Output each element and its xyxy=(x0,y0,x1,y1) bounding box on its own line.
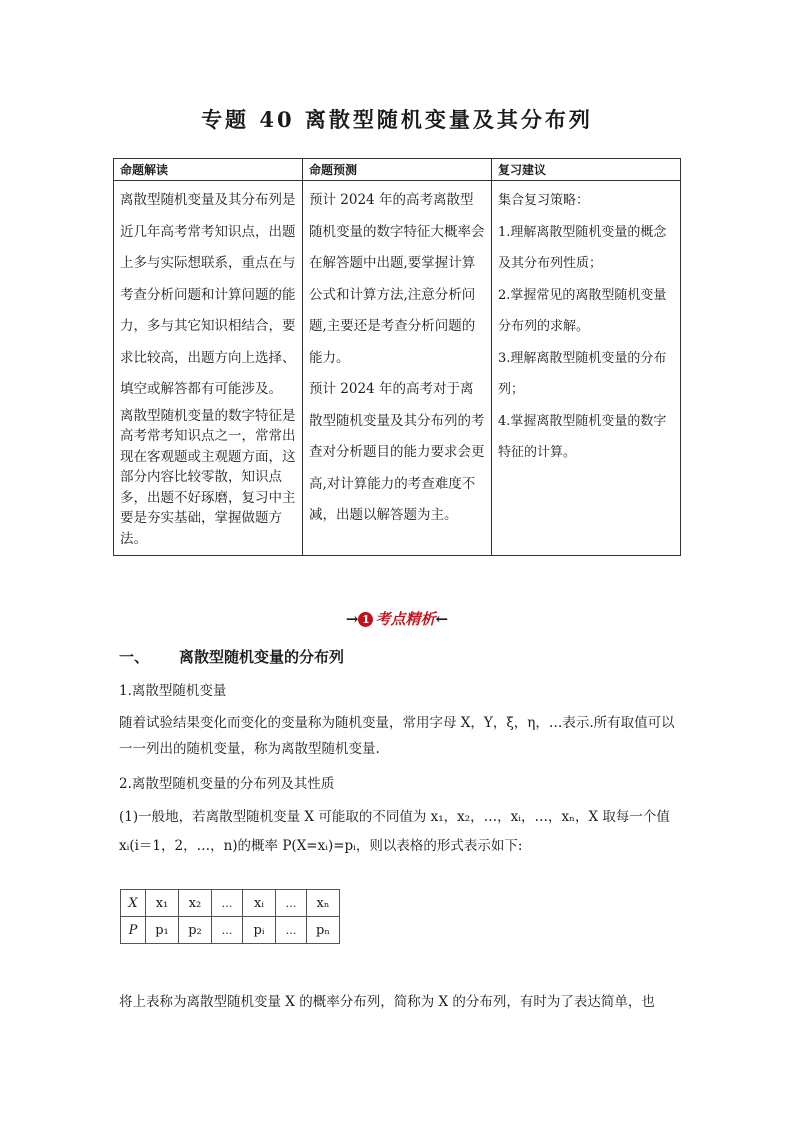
table-cell: x₁ xyxy=(146,890,179,917)
table-cell: P xyxy=(121,917,146,944)
prediction-text-1: 预计 2024 年的高考离散型随机变量的数字特征大概率会在解答题中出题,要掌握计算公式和计算方法,注意分析问题,主要还是考查分析问题的能力。 xyxy=(309,192,485,366)
arrow-left-icon: ← xyxy=(435,610,449,628)
header-prediction: 命题预测 xyxy=(303,159,492,181)
page-title: 专题 40 离散型随机变量及其分布列 xyxy=(201,107,593,132)
number-badge-icon: 1 xyxy=(358,612,373,627)
prediction-text-2: 预计 2024 年的高考对于离散型随机变量及其分布列的考查对分析题目的能力要求会更高,对计算能力的考查难度不减，出题以解答题为主。 xyxy=(309,381,485,523)
section-banner xyxy=(0,608,794,629)
table-cell: … xyxy=(212,917,243,944)
subheading-1: 1.离散型随机变量 xyxy=(119,683,227,699)
table-cell: p₁ xyxy=(146,917,179,944)
paragraph-definition: 随着试验结果变化而变化的变量称为随机变量，常用字母 X，Y，ξ，η，…表示.所有取值可以一一列出的随机变量，称为离散型随机变量. xyxy=(119,715,675,757)
interpretation-text-2: 离散型随机变量的数字特征是高考常考知识点之一，常常出现在客观题或主观题方面，这部分内容比较零散，知识点多，出题不好琢磨，复习中主要是夯实基础，掌握做题方法。 xyxy=(120,407,296,547)
table-cell: X xyxy=(121,890,146,917)
section-heading xyxy=(119,646,344,667)
topic-analysis-table xyxy=(113,158,681,556)
suggestion-line: 集合复习策略： xyxy=(498,193,590,208)
table-cell: x₂ xyxy=(179,890,212,917)
table-body-row xyxy=(114,181,681,556)
suggestion-cell xyxy=(492,181,681,556)
table-cell: … xyxy=(212,890,243,917)
table-cell: xₙ xyxy=(307,890,340,917)
table-cell: p₂ xyxy=(179,917,212,944)
table-header-row xyxy=(114,159,681,181)
table-cell: pᵢ xyxy=(243,917,276,944)
table-cell: xᵢ xyxy=(243,890,276,917)
header-interpretation: 命题解读 xyxy=(114,159,303,181)
table-cell: … xyxy=(276,890,307,917)
paragraph-distribution: (1)一般地，若离散型随机变量 X 可能取的不同值为 x₁，x₂，…，xᵢ，…，xₙ，X 取每一个值 xᵢ(i＝1，2，…，n)的概率 P(X=xᵢ)=pᵢ，则以表格的形式表示如下: xyxy=(119,809,670,854)
prediction-cell xyxy=(303,181,492,556)
suggestion-line: 2.掌握常见的离散型随机变量分布列的求解。 xyxy=(498,287,667,334)
interpretation-text-1: 离散型随机变量及其分布列是近几年高考常考知识点，出题上多与实际想联系，重点在与考查分析问题和计算问题的能力，多与其它知识相结合，要求比较高，出题方向上选择、填空或解答都有可能涉及。 xyxy=(120,192,296,397)
table-row xyxy=(121,890,340,917)
suggestion-line: 4.掌握离散型随机变量的数字特征的计算。 xyxy=(498,413,667,460)
section-number: 一、 xyxy=(119,648,150,666)
table-cell: … xyxy=(276,917,307,944)
arrow-right-icon: → xyxy=(345,610,359,628)
paragraph-continued: 将上表称为离散型随机变量 X 的概率分布列，简称为 X 的分布列，有时为了表达简单，也 xyxy=(119,994,655,1010)
table-row xyxy=(121,917,340,944)
table-cell: pₙ xyxy=(307,917,340,944)
suggestion-line: 3.理解离散型随机变量的分布列； xyxy=(498,350,667,397)
header-suggestion: 复习建议 xyxy=(492,159,681,181)
subheading-2: 2.离散型随机变量的分布列及其性质 xyxy=(119,776,335,792)
section-heading-text: 离散型随机变量的分布列 xyxy=(179,648,345,666)
distribution-table xyxy=(120,889,340,944)
suggestion-line: 1.理解离散型随机变量的概念及其分布列性质； xyxy=(498,224,667,271)
interpretation-cell xyxy=(114,181,303,556)
banner-text: 考点精析 xyxy=(375,610,436,628)
